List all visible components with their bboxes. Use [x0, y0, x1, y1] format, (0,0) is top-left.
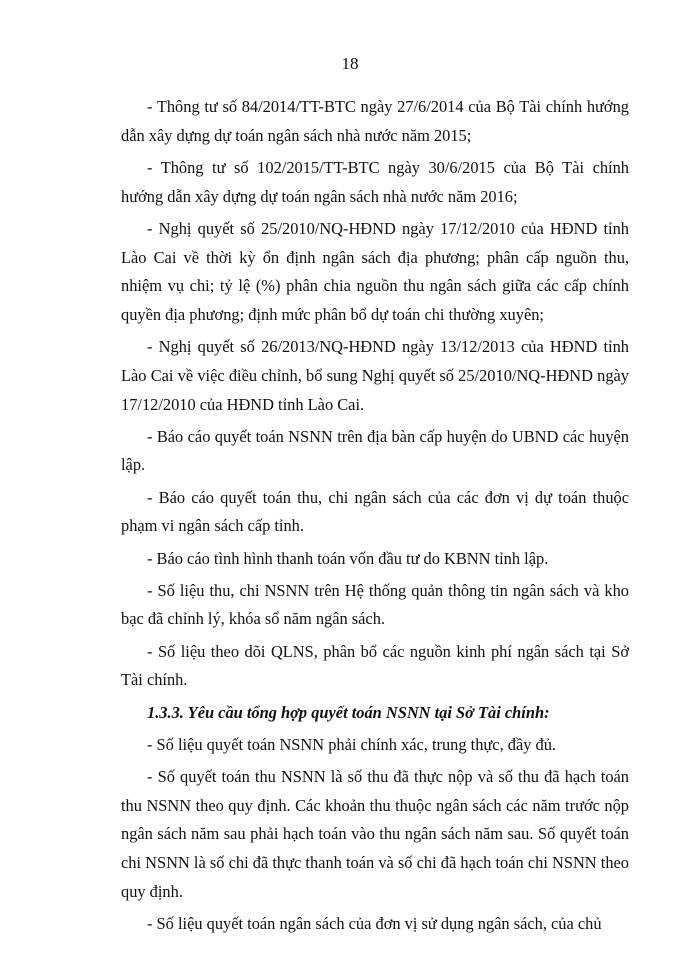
paragraph-resolution-26-2013: - Nghị quyết số 26/2013/NQ-HĐND ngày 13/12/2013 của HĐND tỉnh Lào Cai về việc điều chỉnh, bổ sung Nghị quyết số 25/2010/NQ-HĐND ngày 17/12/2010 của HĐND tỉnh Lào Cai.: [121, 337, 629, 414]
paragraph-revenue-expenditure-data: - Số liệu thu, chi NSNN trên Hệ thống quản thông tin ngân sách và kho bạc đã chỉnh lý, khóa sổ năm ngân sách.: [121, 580, 629, 629]
page-number: 18: [341, 54, 359, 73]
paragraph-qlns-tracking-data: - Số liệu theo dõi QLNS, phân bổ các nguồn kinh phí ngân sách tại Sở Tài chính.: [121, 641, 629, 690]
paragraph-circular-84-2014: - Thông tư số 84/2014/TT-BTC ngày 27/6/2014 của Bộ Tài chính hướng dẫn xây dựng dự toán ngân sách nhà nước năm 2015;: [121, 97, 629, 145]
section-heading: 1.3.3. Yêu cầu tổng hợp quyết toán NSNN tại Sở Tài chính:: [147, 702, 550, 722]
paragraph-accuracy-requirement: - Số liệu quyết toán NSNN phải chính xác, trung thực, đầy đủ.: [147, 734, 557, 754]
paragraph-district-settlement-report: - Báo cáo quyết toán NSNN trên địa bàn cấp huyện do UBND các huyện lập.: [121, 426, 629, 475]
paragraph-investment-payment-report: - Báo cáo tình hình thanh toán vốn đầu tư do KBNN tỉnh lập.: [147, 548, 549, 568]
paragraph-unit-settlement-report: - Báo cáo quyết toán thu, chi ngân sách của các đơn vị dự toán thuộc phạm vi ngân sách cấp tỉnh.: [121, 487, 629, 536]
paragraph-circular-102-2015: - Thông tư số 102/2015/TT-BTC ngày 30/6/2015 của Bộ Tài chính hướng dẫn xây dựng dự toán ngân sách nhà nước năm 2016;: [121, 157, 629, 206]
body-text: [121, 93, 629, 942]
paragraph-resolution-25-2010: - Nghị quyết số 25/2010/NQ-HĐND ngày 17/12/2010 của HĐND tỉnh Lào Cai về thời kỳ ổn định ngân sách địa phương; phân cấp nguồn thu, nhiệm vụ chi; tỷ lệ (%) phân chia nguồn thu ngân sách giữa các cấp chính quyền địa phương; định mức phân bổ dự toán chi thường xuyên;: [121, 218, 629, 324]
paragraph-revenue-settlement-definition: - Số quyết toán thu NSNN là số thu đã thực nộp và số thu đã hạch toán thu NSNN theo quy định. Các khoản thu thuộc ngân sách các năm trước nộp ngân sách năm sau phải hạch toán vào thu ngân sách năm sau. Số quyết toán chi NSNN là số chi đã thực thanh toán và số chi đã hạch toán chi NSNN theo quy định.: [121, 766, 629, 901]
paragraph-unit-settlement-data: - Số liệu quyết toán ngân sách của đơn vị sử dụng ngân sách, của chủ: [147, 913, 602, 933]
